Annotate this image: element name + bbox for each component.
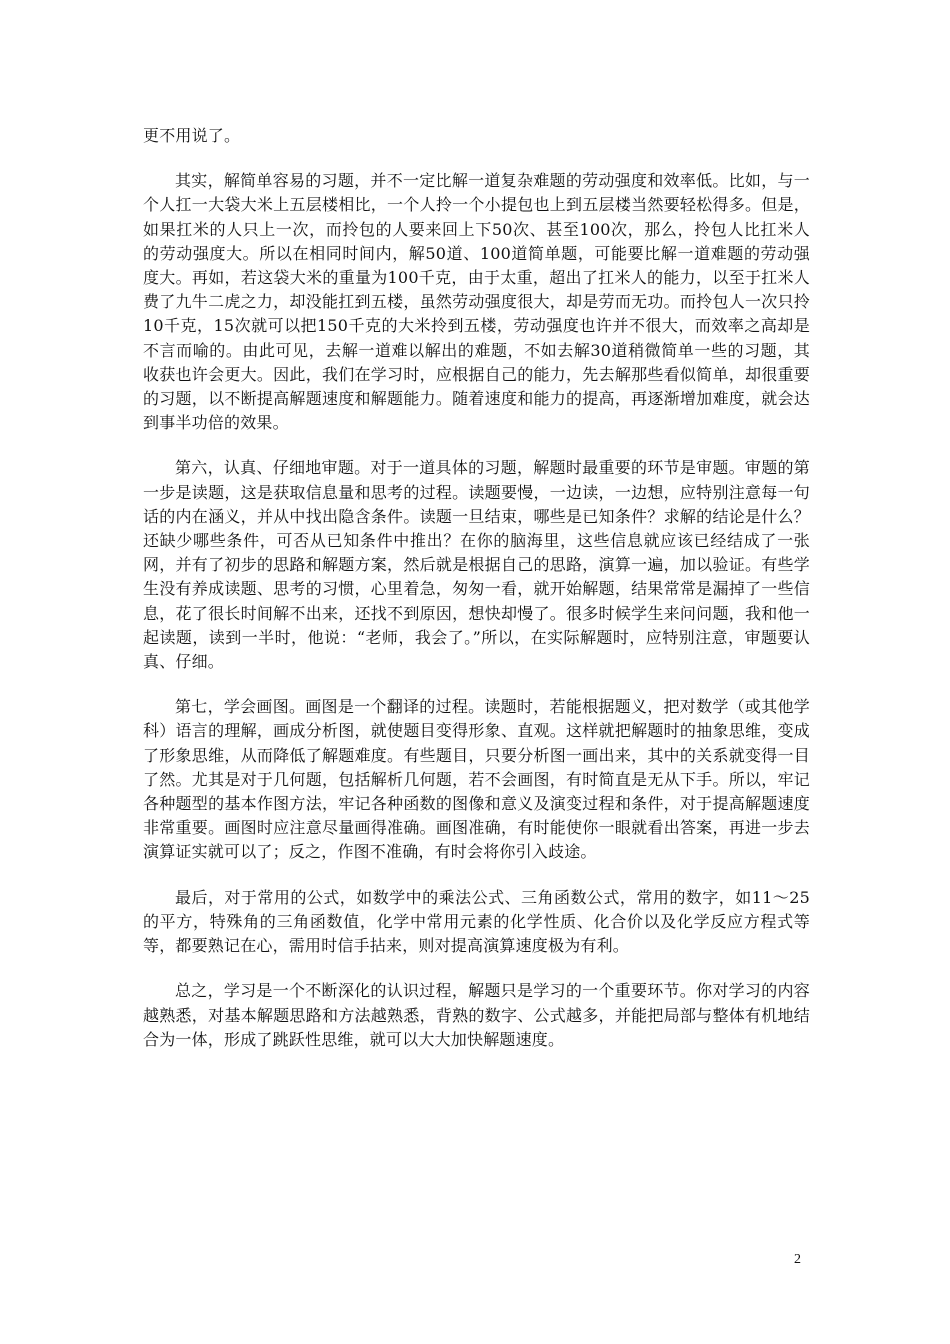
- document-body: [143, 124, 810, 1052]
- paragraph-simple-problems: 其实，解简单容易的习题，并不一定比解一道复杂难题的劳动强度和效率低。比如，与一个人扛一大袋大米上五层楼相比，一个人拎一个小提包也上到五层楼当然要轻松得多。但是，如果扛米的人只上一次，而拎包的人要来回上下50次、甚至100次，那么，拎包人比扛米人的劳动强度大。所以在相同时间内，解50道、100道简单题，可能要比解一道难题的劳动强度大。再如，若这袋大米的重量为100千克，由于太重，超出了扛米人的能力，以至于扛米人费了九牛二虎之力，却没能扛到五楼，虽然劳动强度很大，却是劳而无功。而拎包人一次只拎10千克，15次就可以把150千克的大米拎到五楼，劳动强度也许并不很大，而效率之高却是不言而喻的。由此可见，去解一道难以解出的难题，不如去解30道稍微简单一些的习题，其收获也许会更大。因此，我们在学习时，应根据自己的能力，先去解那些看似简单，却很重要的习题，以不断提高解题速度和解题能力。随着速度和能力的提高，再逐渐增加难度，就会达到事半功倍的效果。: [143, 171, 810, 433]
- paragraph-conclusion: 总之，学习是一个不断深化的认识过程，解题只是学习的一个重要环节。你对学习的内容越熟悉，对基本解题思路和方法越熟悉，背熟的数字、公式越多，并能把局部与整体有机地结合为一体，形成了跳跃性思维，就可以大大加快解题速度。: [143, 981, 810, 1049]
- paragraph-gap: [143, 435, 810, 456]
- paragraph-gap: [143, 148, 810, 169]
- paragraph-gap: [143, 674, 810, 695]
- paragraph-continuation: 更不用说了。: [143, 126, 241, 145]
- paragraph-drawing: 第七，学会画图。画图是一个翻译的过程。读题时，若能根据题义，把对数学（或其他学科）语言的理解，画成分析图，就使题目变得形象、直观。这样就把解题时的抽象思维，变成了形象思维，从而降低了解题难度。有些题目，只要分析图一画出来，其中的关系就变得一目了然。尤其是对于几何题，包括解析几何题，若不会画图，有时简直是无从下手。所以，牢记各种题型的基本作图方法，牢记各种函数的图像和意义及演变过程和条件，对于提高解题速度非常重要。画图时应注意尽量画得准确。画图准确，有时能使你一眼就看出答案，再进一步去演算证实就可以了；反之，作图不准确，有时会将你引入歧途。: [143, 697, 810, 862]
- page-number: 2: [794, 1252, 801, 1267]
- paragraph-gap: [143, 865, 810, 886]
- paragraph-formulas: 最后，对于常用的公式，如数学中的乘法公式、三角函数公式，常用的数字，如11～25的平方，特殊角的三角函数值，化学中常用元素的化学性质、化合价以及化学反应方程式等等，都要熟记在心，需用时信手拈来，则对提高演算速度极为有利。: [143, 887, 810, 956]
- paragraph-careful-reading: 第六，认真、仔细地审题。对于一道具体的习题，解题时最重要的环节是审题。审题的第一步是读题，这是获取信息量和思考的过程。读题要慢，一边读，一边想，应特别注意每一句话的内在涵义，并从中找出隐含条件。读题一旦结束，哪些是已知条件？求解的结论是什么？还缺少哪些条件，可否从已知条件中推出？在你的脑海里，这些信息就应该已经结成了一张网，并有了初步的思路和解题方案，然后就是根据自己的思路，演算一遍，加以验证。有些学生没有养成读题、思考的习惯，心里着急，匆匆一看，就开始解题，结果常常是漏掉了一些信息，花了很长时间解不出来，还找不到原因，想快却慢了。很多时候学生来问问题，我和他一起读题，读到一半时，他说：“老师，我会了。”所以，在实际解题时，应特别注意，审题要认真、仔细。: [143, 458, 810, 672]
- paragraph-gap: [143, 958, 810, 979]
